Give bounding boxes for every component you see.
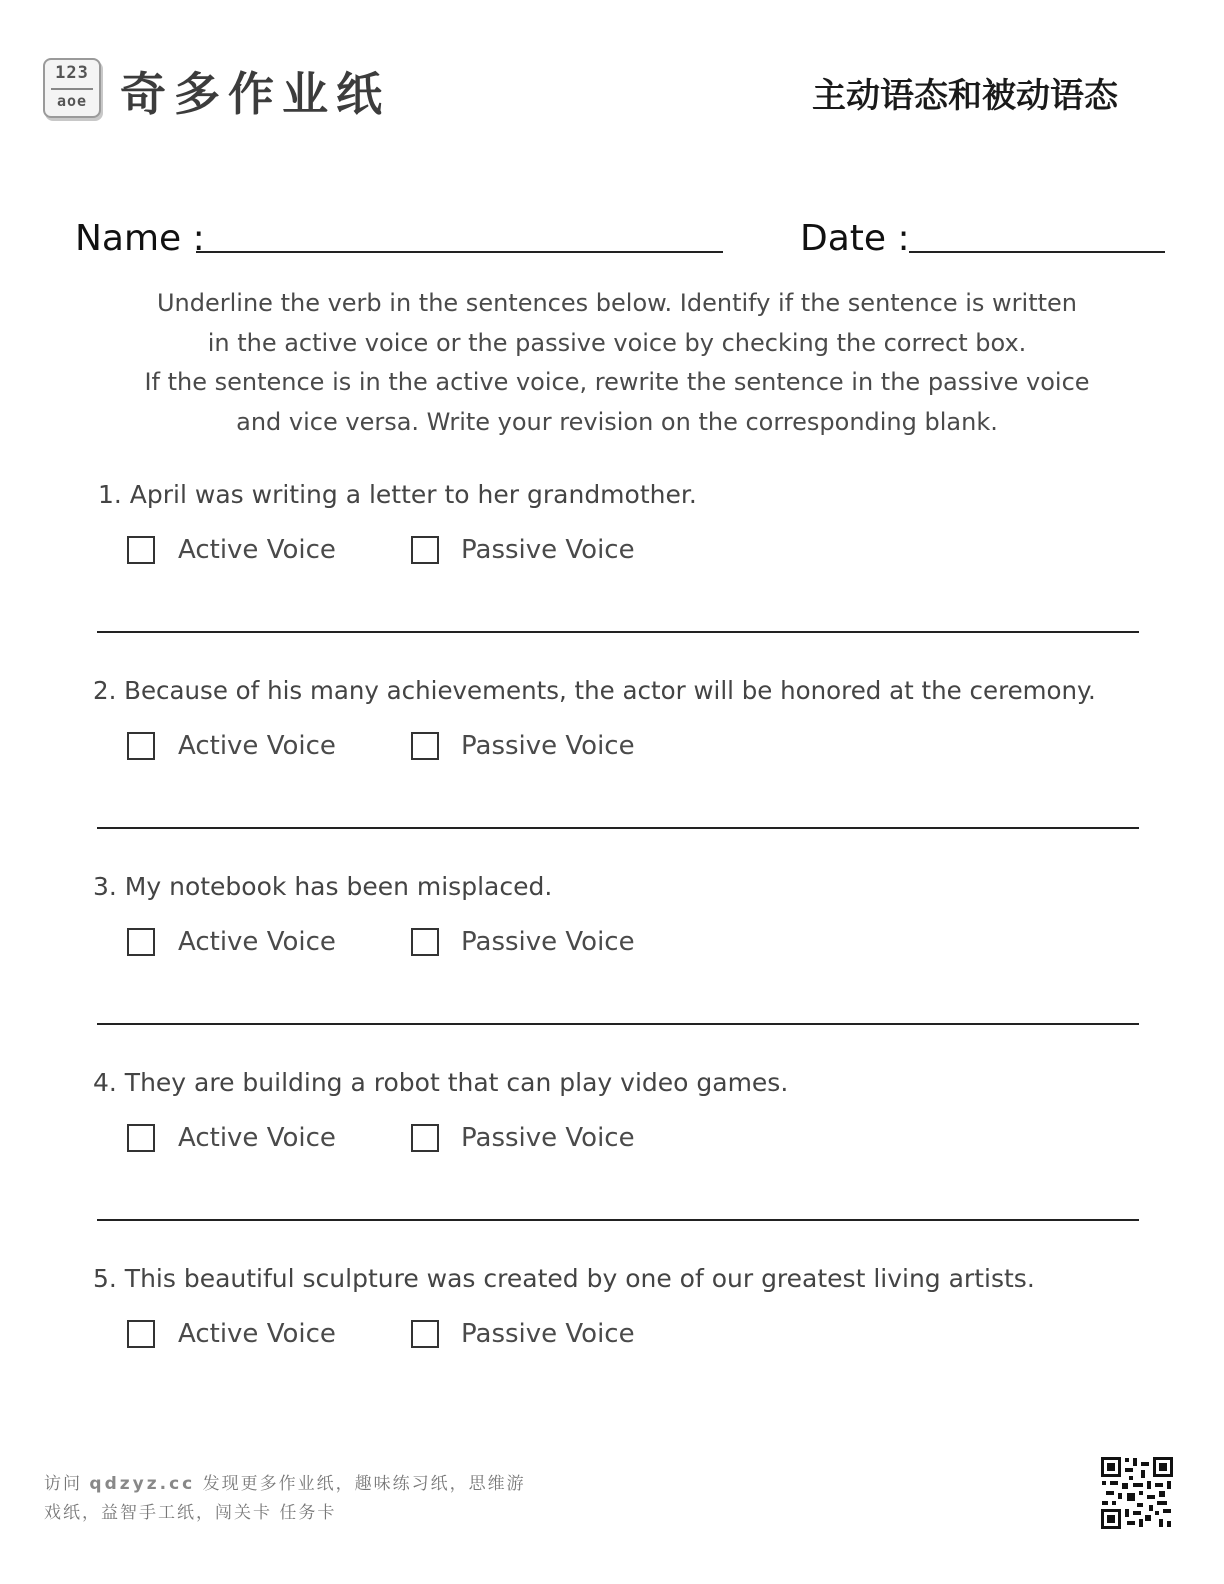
q2-answer-line[interactable] xyxy=(97,827,1139,829)
q2-passive-label: Passive Voice xyxy=(461,731,635,761)
q1-passive-label: Passive Voice xyxy=(461,535,635,565)
q1-active-checkbox[interactable] xyxy=(127,536,155,564)
q3-passive-checkbox[interactable] xyxy=(411,928,439,956)
q2-active-checkbox[interactable] xyxy=(127,732,155,760)
instruction-line: and vice versa. Write your revision on the corresponding blank. xyxy=(236,407,998,436)
date-label: Date : xyxy=(800,218,910,259)
logo-icon xyxy=(43,58,101,118)
q5-passive-label: Passive Voice xyxy=(461,1319,635,1349)
logo-line-1: 123 xyxy=(55,63,89,83)
name-label: Name : xyxy=(75,218,205,259)
q4-passive-checkbox[interactable] xyxy=(411,1124,439,1152)
q3-active-checkbox[interactable] xyxy=(127,928,155,956)
instruction-line: in the active voice or the passive voice by checking the correct box. xyxy=(207,328,1027,357)
q3-passive-label: Passive Voice xyxy=(461,927,635,957)
question-4: 4. They are building a robot that can play video games. xyxy=(93,1068,789,1097)
instruction-line: If the sentence is in the active voice, rewrite the sentence in the passive voice xyxy=(144,368,1090,396)
brand-name: 奇多作业纸 xyxy=(120,67,390,121)
footer-text xyxy=(44,1470,526,1528)
name-field[interactable] xyxy=(196,251,723,253)
q4-active-checkbox[interactable] xyxy=(127,1124,155,1152)
q5-passive-checkbox[interactable] xyxy=(411,1320,439,1348)
q5-active-label: Active Voice xyxy=(178,1319,336,1349)
footer-url-link[interactable]: qdzyz.cc xyxy=(89,1474,196,1494)
date-field[interactable] xyxy=(909,251,1165,253)
q3-active-label: Active Voice xyxy=(178,927,336,957)
q5-active-checkbox[interactable] xyxy=(127,1320,155,1348)
q1-answer-line[interactable] xyxy=(97,631,1139,633)
question-5: 5. This beautiful sculpture was created by one of our greatest living artists. xyxy=(93,1264,1035,1293)
footer-line-1-rest: 发现更多作业纸，趣味练习纸，思维游 xyxy=(202,1474,526,1494)
question-1: 1. April was writing a letter to her grandmother. xyxy=(98,480,697,509)
logo-line-2: aoe xyxy=(56,92,88,110)
footer-visit: 访问 xyxy=(44,1474,82,1494)
worksheet-title: 主动语态和被动语态 xyxy=(812,76,1118,116)
qr-code-icon xyxy=(1100,1456,1174,1530)
instructions xyxy=(80,284,1154,442)
q1-active-label: Active Voice xyxy=(178,535,336,565)
footer-line-2: 戏纸，益智手工纸，闯关卡 任务卡 xyxy=(44,1503,337,1523)
instruction-line: Underline the verb in the sentences below. Identify if the sentence is written xyxy=(156,289,1078,317)
question-2: 2. Because of his many achievements, the actor will be honored at the ceremony. xyxy=(93,676,1096,705)
q4-answer-line[interactable] xyxy=(97,1219,1139,1221)
logo-divider xyxy=(51,88,93,90)
footer-line-1 xyxy=(44,1470,526,1499)
q4-passive-label: Passive Voice xyxy=(461,1123,635,1153)
question-3: 3. My notebook has been misplaced. xyxy=(93,872,553,901)
q2-passive-checkbox[interactable] xyxy=(411,732,439,760)
q4-active-label: Active Voice xyxy=(178,1123,336,1153)
q1-passive-checkbox[interactable] xyxy=(411,536,439,564)
q3-answer-line[interactable] xyxy=(97,1023,1139,1025)
q2-active-label: Active Voice xyxy=(178,731,336,761)
